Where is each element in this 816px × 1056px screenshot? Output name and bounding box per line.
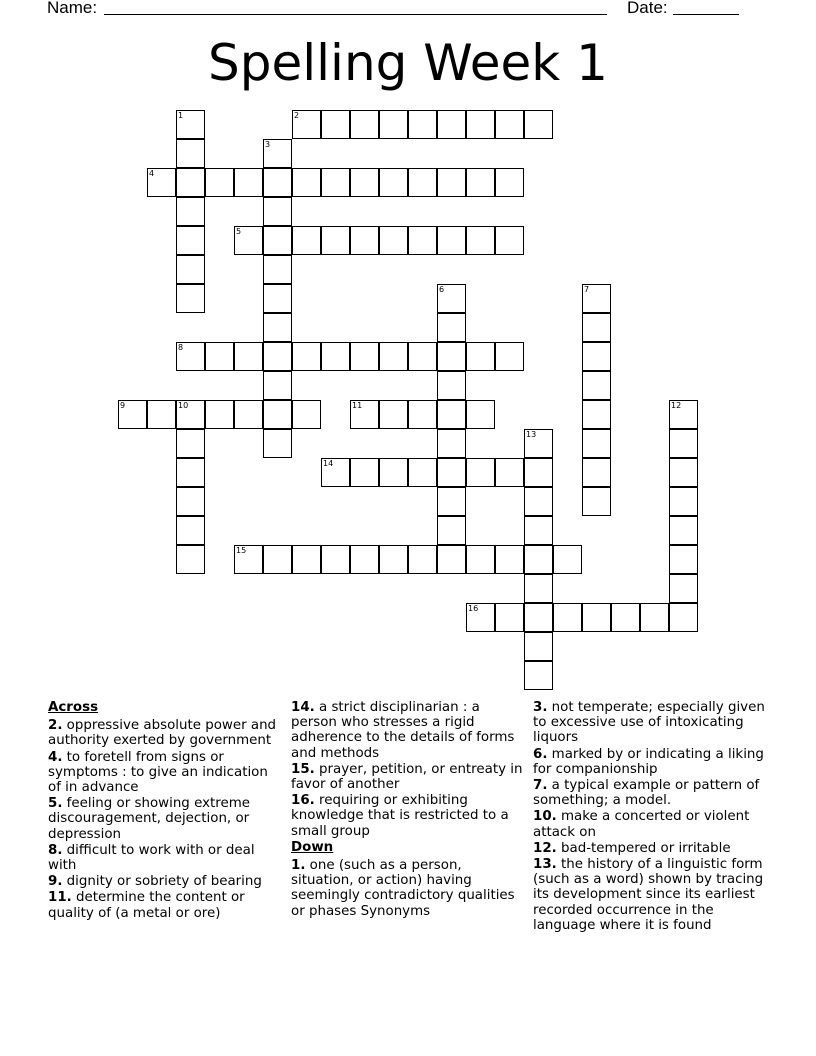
grid-cell[interactable]	[263, 168, 292, 197]
grid-cell[interactable]	[495, 545, 524, 574]
grid-cell[interactable]	[669, 574, 698, 603]
grid-cell[interactable]	[205, 168, 234, 197]
clue-item	[291, 700, 523, 761]
clue-number-4: 4	[149, 169, 155, 178]
clue-item	[533, 700, 765, 746]
clue-number-9: 9	[120, 401, 126, 410]
date-label: Date:	[627, 0, 668, 17]
grid-cell[interactable]	[176, 545, 205, 574]
grid-cell[interactable]	[176, 429, 205, 458]
clue-item	[48, 796, 280, 842]
grid-cell[interactable]	[176, 458, 205, 487]
clue-item	[291, 858, 523, 919]
clue-item	[533, 841, 765, 856]
grid-cell[interactable]	[263, 342, 292, 371]
grid-cell[interactable]	[524, 574, 553, 603]
grid-cell[interactable]	[582, 429, 611, 458]
grid-cell[interactable]	[205, 400, 234, 429]
grid-cell[interactable]	[437, 487, 466, 516]
grid-cell[interactable]	[263, 255, 292, 284]
grid-cell[interactable]	[379, 226, 408, 255]
grid-cell[interactable]	[292, 342, 321, 371]
grid-cell[interactable]	[669, 429, 698, 458]
clue-text: one (such as a person, situation, or action) having seemingly contradictory qualities or phases Synonyms	[291, 858, 515, 919]
clue-number: 12.	[533, 840, 557, 856]
grid-cell[interactable]	[176, 168, 205, 197]
clue-text: feeling or showing extreme discouragement, dejection, or depression	[48, 796, 250, 842]
grid-cell[interactable]	[582, 458, 611, 487]
grid-cell[interactable]	[408, 110, 437, 139]
grid-cell[interactable]	[466, 168, 495, 197]
clue-text: the history of a linguistic form (such as a word) shown by tracing its development since its earliest recorded occurrence in the language where it is found	[533, 857, 764, 933]
clue-text: prayer, petition, or entreaty in favor of another	[291, 761, 523, 793]
clue-text: requiring or exhibiting knowledge that is restricted to a small group	[291, 793, 509, 839]
grid-cell[interactable]	[582, 313, 611, 342]
grid-cell[interactable]	[669, 603, 698, 632]
grid-cell[interactable]	[466, 458, 495, 487]
grid-cell[interactable]	[495, 603, 524, 632]
grid-cell[interactable]	[321, 342, 350, 371]
clue-text: difficult to work with or deal with	[48, 842, 255, 874]
clue-item	[48, 718, 280, 748]
grid-cell[interactable]	[408, 545, 437, 574]
grid-cell[interactable]	[495, 168, 524, 197]
grid-cell[interactable]	[176, 255, 205, 284]
clue-number: 1.	[291, 858, 306, 874]
clues-column-1	[48, 700, 280, 922]
clue-item	[48, 890, 280, 920]
grid-cell[interactable]	[640, 603, 669, 632]
clue-number: 16.	[291, 793, 315, 809]
grid-cell[interactable]	[495, 458, 524, 487]
grid-cell[interactable]	[263, 429, 292, 458]
grid-cell[interactable]	[263, 400, 292, 429]
clue-text: make a concerted or violent attack on	[533, 809, 750, 840]
grid-cell[interactable]	[263, 371, 292, 400]
grid-cell[interactable]	[176, 139, 205, 168]
grid-cell[interactable]	[582, 487, 611, 516]
grid-cell[interactable]	[582, 400, 611, 429]
clue-number-16: 16	[468, 604, 479, 613]
grid-cell[interactable]	[408, 400, 437, 429]
name-label: Name:	[47, 0, 98, 17]
grid-cell[interactable]	[582, 603, 611, 632]
grid-cell[interactable]	[524, 458, 553, 487]
clue-item	[48, 843, 280, 873]
grid-cell[interactable]	[466, 110, 495, 139]
clue-number: 11.	[48, 890, 72, 906]
grid-cell[interactable]	[466, 400, 495, 429]
clue-number-13: 13	[526, 430, 537, 439]
clue-number-7: 7	[584, 285, 590, 294]
grid-cell[interactable]	[582, 342, 611, 371]
clues-column-2	[291, 700, 523, 920]
grid-cell[interactable]	[234, 168, 263, 197]
clue-number: 3.	[533, 700, 548, 715]
grid-cell[interactable]	[553, 545, 582, 574]
grid-cell[interactable]	[176, 487, 205, 516]
clue-number-2: 2	[294, 111, 300, 120]
clue-item	[48, 874, 280, 889]
grid-cell[interactable]	[147, 400, 176, 429]
grid-cell[interactable]	[466, 545, 495, 574]
grid-cell[interactable]	[176, 197, 205, 226]
clue-number: 2.	[48, 718, 63, 734]
grid-cell[interactable]	[234, 400, 263, 429]
grid-cell[interactable]	[234, 342, 263, 371]
grid-cell[interactable]	[321, 226, 350, 255]
clue-text: bad-tempered or irritable	[556, 840, 731, 856]
clue-number-10: 10	[178, 401, 189, 410]
grid-cell[interactable]	[495, 226, 524, 255]
grid-cell[interactable]	[408, 458, 437, 487]
grid-cell[interactable]	[437, 371, 466, 400]
grid-cell[interactable]	[437, 110, 466, 139]
grid-cell[interactable]	[495, 110, 524, 139]
grid-cell[interactable]	[611, 603, 640, 632]
grid-cell[interactable]	[379, 400, 408, 429]
clue-number: 6.	[533, 746, 548, 762]
clue-number: 13.	[533, 857, 557, 873]
clue-text: oppressive absolute power and authority exerted by government	[48, 718, 277, 749]
grid-cell[interactable]	[176, 226, 205, 255]
grid-cell[interactable]	[292, 545, 321, 574]
down-heading: Down	[291, 839, 334, 855]
clue-number: 15.	[291, 761, 315, 777]
grid-cell[interactable]	[553, 603, 582, 632]
grid-cell[interactable]	[292, 168, 321, 197]
grid-cell[interactable]	[292, 400, 321, 429]
clue-text: marked by or indicating a liking for companionship	[533, 746, 764, 777]
grid-cell[interactable]	[321, 545, 350, 574]
grid-cell[interactable]	[321, 110, 350, 139]
clue-number-3: 3	[265, 140, 271, 149]
grid-cell[interactable]	[524, 661, 553, 690]
clue-item	[533, 857, 765, 933]
grid-cell[interactable]	[524, 632, 553, 661]
clue-text: dignity or sobriety of bearing	[62, 874, 262, 890]
clue-number: 14.	[291, 700, 315, 715]
grid-cell[interactable]	[350, 545, 379, 574]
grid-cell[interactable]	[408, 226, 437, 255]
grid-cell[interactable]	[437, 516, 466, 545]
grid-cell[interactable]	[350, 226, 379, 255]
grid-cell[interactable]	[466, 226, 495, 255]
grid-cell[interactable]	[176, 516, 205, 545]
grid-cell[interactable]	[669, 516, 698, 545]
grid-cell[interactable]	[350, 458, 379, 487]
clue-number: 4.	[48, 749, 63, 765]
clue-text: a strict disciplinarian : a person who stresses a rigid adherence to the details of forms and methods	[291, 700, 515, 761]
grid-cell[interactable]	[524, 516, 553, 545]
clue-item	[533, 778, 765, 808]
page-title: Spelling Week 1	[208, 34, 608, 92]
clue-number: 5.	[48, 796, 63, 812]
grid-cell[interactable]	[437, 545, 466, 574]
grid-cell[interactable]	[582, 371, 611, 400]
grid-cell[interactable]	[263, 197, 292, 226]
clue-number: 9.	[48, 874, 63, 890]
clue-item	[48, 750, 280, 796]
grid-cell[interactable]	[524, 545, 553, 574]
clue-number-5: 5	[236, 227, 242, 236]
grid-cell[interactable]	[437, 458, 466, 487]
grid-cell[interactable]	[379, 342, 408, 371]
clues-column-3	[533, 700, 765, 934]
grid-cell[interactable]	[495, 342, 524, 371]
clue-number: 7.	[533, 778, 548, 794]
grid-cell[interactable]	[263, 545, 292, 574]
grid-cell[interactable]	[437, 429, 466, 458]
clue-text: to foretell from signs or symptoms : to give an indication of in advance	[48, 749, 268, 796]
grid-cell[interactable]	[408, 342, 437, 371]
grid-cell[interactable]	[350, 342, 379, 371]
grid-cell[interactable]	[524, 603, 553, 632]
clue-number: 8.	[48, 842, 63, 858]
grid-cell[interactable]	[379, 458, 408, 487]
grid-cell[interactable]	[292, 226, 321, 255]
clue-number-8: 8	[178, 343, 184, 352]
grid-cell[interactable]	[669, 458, 698, 487]
grid-cell[interactable]	[379, 545, 408, 574]
clue-item	[291, 793, 523, 839]
grid-cell[interactable]	[350, 168, 379, 197]
grid-cell[interactable]	[437, 342, 466, 371]
clue-number-12: 12	[671, 401, 682, 410]
clue-number-6: 6	[439, 285, 445, 294]
clue-number-1: 1	[178, 111, 184, 120]
clue-item	[291, 762, 523, 792]
grid-cell[interactable]	[263, 284, 292, 313]
grid-cell[interactable]	[466, 342, 495, 371]
clue-item	[533, 747, 765, 777]
clue-number-11: 11	[352, 401, 363, 410]
grid-cell[interactable]	[205, 342, 234, 371]
grid-cell[interactable]	[263, 226, 292, 255]
grid-cell[interactable]	[437, 226, 466, 255]
grid-cell[interactable]	[437, 400, 466, 429]
grid-cell[interactable]	[524, 487, 553, 516]
clue-number: 10.	[533, 809, 557, 825]
grid-cell[interactable]	[263, 313, 292, 342]
clue-text: not temperate; especially given to excessive use of intoxicating liquors	[533, 700, 765, 746]
grid-cell[interactable]	[669, 545, 698, 574]
grid-cell[interactable]	[437, 313, 466, 342]
grid-cell[interactable]	[379, 110, 408, 139]
grid-cell[interactable]	[437, 168, 466, 197]
grid-cell[interactable]	[350, 110, 379, 139]
grid-cell[interactable]	[176, 284, 205, 313]
clue-text: determine the content or quality of (a metal or ore)	[48, 890, 245, 921]
grid-cell[interactable]	[524, 110, 553, 139]
clue-number-15: 15	[236, 546, 247, 555]
across-heading: Across	[48, 700, 99, 715]
grid-cell[interactable]	[321, 168, 350, 197]
clue-item	[533, 809, 765, 839]
grid-cell[interactable]	[669, 487, 698, 516]
grid-cell[interactable]	[379, 168, 408, 197]
clue-number-14: 14	[323, 459, 334, 468]
clue-text: a typical example or pattern of something; a model.	[533, 778, 760, 809]
grid-cell[interactable]	[408, 168, 437, 197]
